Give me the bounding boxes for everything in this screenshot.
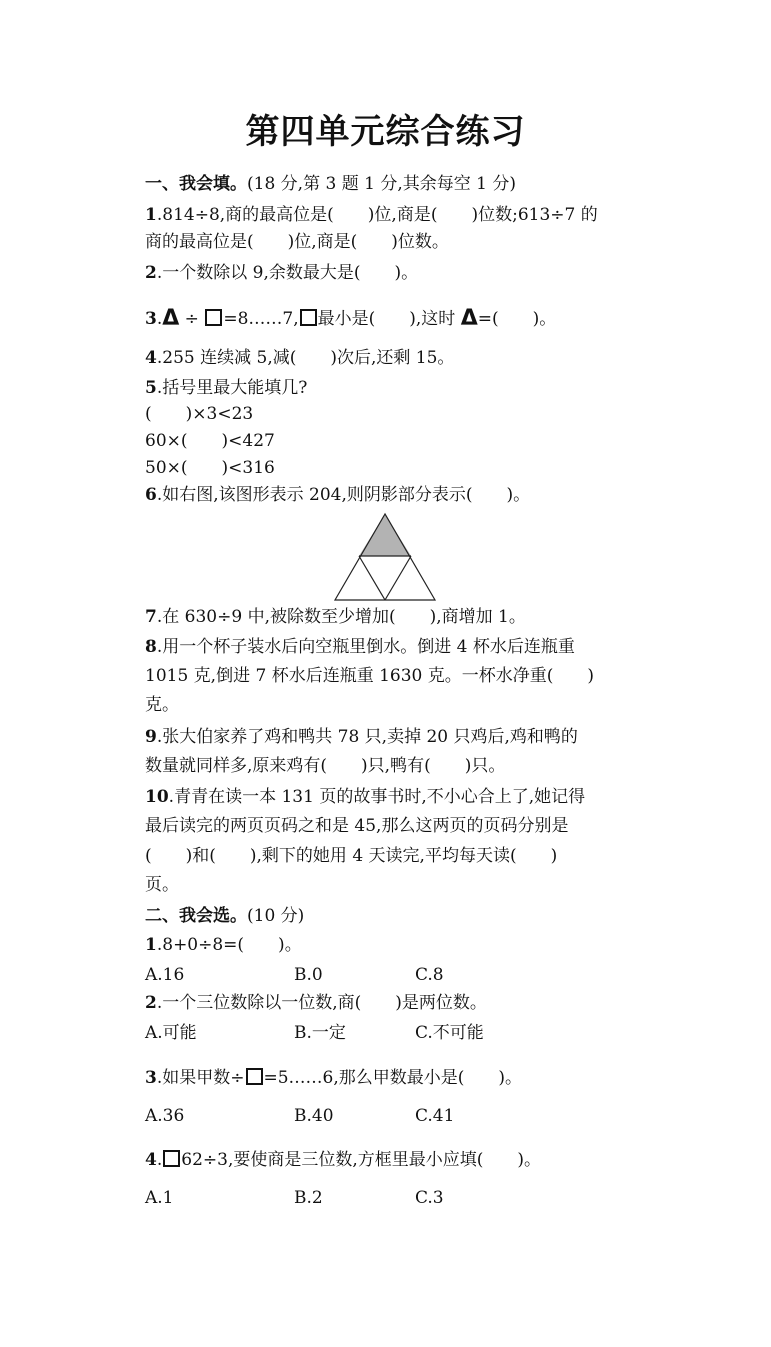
q1-number: 1 xyxy=(145,205,157,225)
box-symbol xyxy=(246,1068,263,1085)
q2-number: 2 xyxy=(145,263,157,283)
section2-header xyxy=(145,906,304,926)
c1-option-b: B.0 xyxy=(294,965,323,985)
q6-text: .如右图,该图形表示 204,则阴影部分表示( )。 xyxy=(156,485,531,505)
q4-line xyxy=(145,348,454,368)
q10-number: 10 xyxy=(145,787,169,807)
q10-text-line1: .青青在读一本 131 页的故事书时,不小心合上了,她记得 xyxy=(168,787,586,807)
q8-text-line1: .用一个杯子装水后向空瓶里倒水。倒进 4 杯水后连瓶重 xyxy=(156,637,575,657)
q7-text: .在 630÷9 中,被除数至少增加( ),商增加 1。 xyxy=(156,607,526,627)
box-symbol xyxy=(205,309,222,326)
q8-line1 xyxy=(145,637,575,657)
section1-heading: 一、我会填。 xyxy=(145,174,247,194)
q8-number: 8 xyxy=(145,637,157,657)
q8-line2: 1015 克,倒进 7 杯水后连瓶重 1630 克。一杯水净重( ) xyxy=(145,666,595,686)
q2-text: .一个数除以 9,余数最大是( )。 xyxy=(156,263,419,283)
q3-number: 3 xyxy=(145,309,157,329)
c2-option-a: A.可能 xyxy=(145,1023,197,1043)
c3-line xyxy=(145,1068,522,1088)
q5-sub-3: 50×( )<316 xyxy=(145,458,275,478)
q9-line1 xyxy=(145,727,578,747)
c3-number: 3 xyxy=(145,1068,157,1088)
q10-line3: ( )和( ),剩下的她用 4 天读完,平均每天读( ) xyxy=(145,846,558,866)
section1-header xyxy=(145,174,516,194)
q5-sub-1: ( )×3<23 xyxy=(145,404,254,424)
c3-option-a: A.36 xyxy=(145,1106,185,1126)
c1-line xyxy=(145,935,302,955)
inner-line-left xyxy=(359,556,385,600)
q5-number: 5 xyxy=(145,378,157,398)
c4-number: 4 xyxy=(145,1150,157,1170)
c1-option-c: C.8 xyxy=(415,965,444,985)
c3-option-c: C.41 xyxy=(415,1106,455,1126)
q4-number: 4 xyxy=(145,348,157,368)
q1-text-line1: .814÷8,商的最高位是( )位,商是( )位数;613÷7 的 xyxy=(156,205,598,225)
q3-part-b: =8……7, xyxy=(223,309,299,329)
section1-note: (18 分,第 3 题 1 分,其余每空 1 分) xyxy=(247,174,516,194)
q8-line3: 克。 xyxy=(145,695,179,715)
q5-text: .括号里最大能填几? xyxy=(156,378,308,398)
box-symbol xyxy=(300,309,317,326)
c1-number: 1 xyxy=(145,935,157,955)
c4-part-b: 62÷3,要使商是三位数,方框里最小应填( )。 xyxy=(181,1150,542,1170)
q1-line2 xyxy=(145,232,449,252)
c3-option-b: B.40 xyxy=(294,1106,334,1126)
shaded-triangle xyxy=(359,514,411,556)
triangle-symbol: Δ xyxy=(460,306,478,331)
c4-line xyxy=(145,1150,541,1170)
q6-number: 6 xyxy=(145,485,157,505)
box-symbol xyxy=(163,1150,180,1167)
c4-part-a: . xyxy=(156,1150,163,1170)
q5-line xyxy=(145,378,307,398)
q6-line xyxy=(145,485,530,505)
q2-line xyxy=(145,263,418,283)
section2-heading: 二、我会选。 xyxy=(145,906,247,926)
q10-line1 xyxy=(145,787,585,807)
q9-number: 9 xyxy=(145,727,157,747)
q3-part-c: 最小是( ),这时 xyxy=(317,309,461,329)
c3-part-a: .如果甲数÷ xyxy=(156,1068,245,1088)
triangle-figure xyxy=(333,512,437,602)
c1-option-a: A.16 xyxy=(145,965,185,985)
q9-text-line1: .张大伯家养了鸡和鸭共 78 只,卖掉 20 只鸡后,鸡和鸭的 xyxy=(156,727,578,747)
c2-option-c: C.不可能 xyxy=(415,1023,484,1043)
c3-part-b: =5……6,那么甲数最小是( )。 xyxy=(263,1068,523,1088)
page-title: 第四单元综合练习 xyxy=(245,112,526,152)
q10-line2: 最后读完的两页页码之和是 45,那么这两页的页码分别是 xyxy=(145,816,569,836)
c2-option-b: B.一定 xyxy=(294,1023,346,1043)
q1-line1 xyxy=(145,205,598,225)
c1-text: .8+0÷8=( )。 xyxy=(156,935,302,955)
c2-text: .一个三位数除以一位数,商( )是两位数。 xyxy=(156,993,487,1013)
section2-note: (10 分) xyxy=(247,906,305,926)
q7-number: 7 xyxy=(145,607,157,627)
c2-line xyxy=(145,993,487,1013)
q10-line4: 页。 xyxy=(145,875,179,895)
q3-part-d: =( )。 xyxy=(477,309,557,329)
q5-sub-2: 60×( )<427 xyxy=(145,431,275,451)
triangle-symbol: Δ xyxy=(162,306,180,331)
q3-line: 3.Δ ÷ =8……7, 最小是( ),这时 Δ=( )。 xyxy=(145,306,557,331)
c2-number: 2 xyxy=(145,993,157,1013)
inner-line-right xyxy=(385,556,411,600)
q9-line2: 数量就同样多,原来鸡有( )只,鸭有( )只。 xyxy=(145,756,506,776)
q7-line xyxy=(145,607,526,627)
q3-part-a: ÷ xyxy=(179,309,205,329)
q4-text: .255 连续减 5,减( )次后,还剩 15。 xyxy=(156,348,455,368)
q1-text-line2: 商的最高位是( )位,商是( )位数。 xyxy=(145,232,449,252)
c4-option-b: B.2 xyxy=(294,1188,323,1208)
c4-option-a: A.1 xyxy=(145,1188,174,1208)
c4-option-c: C.3 xyxy=(415,1188,444,1208)
